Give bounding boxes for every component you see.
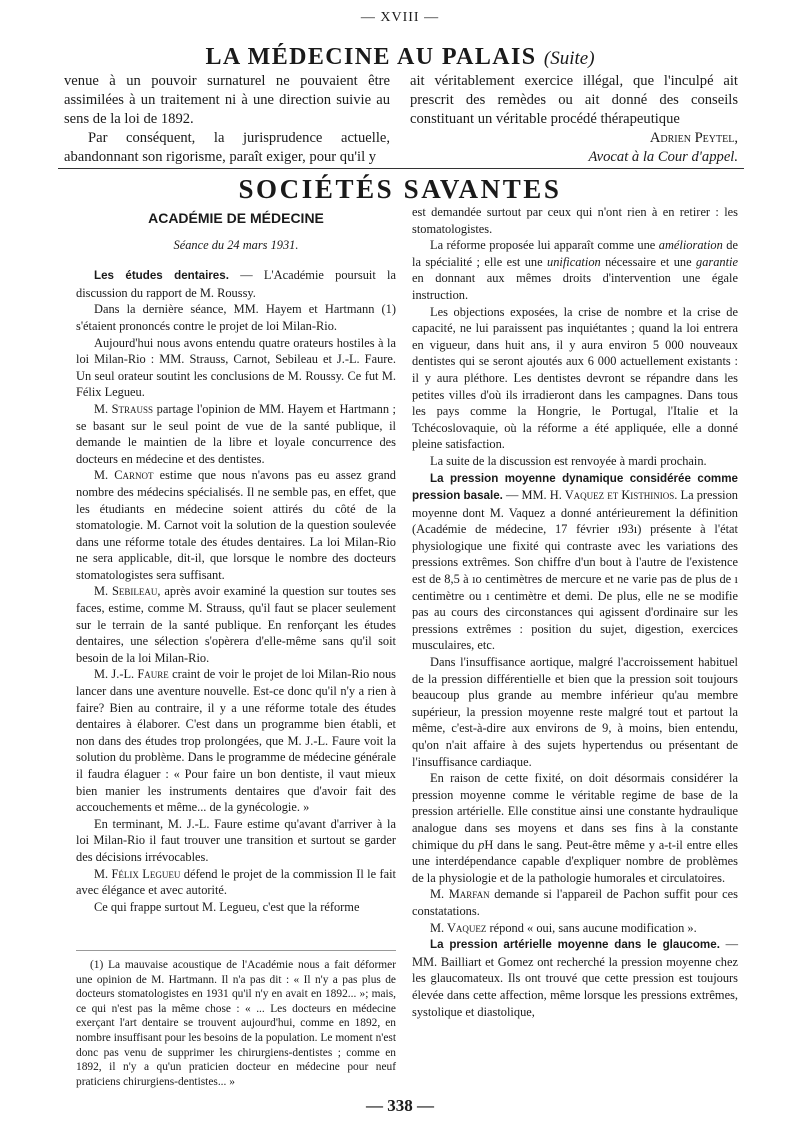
speaker-name: M. Marfan [430,887,490,902]
authors: — MM. H. Vaquez et Kisthinios. [502,488,678,503]
academy-title: ACADÉMIE DE MÉDECINE [148,210,324,226]
paragraph: Les études dentaires. — L'Académie poursuit la discussion du rapport de M. Roussy. [76,268,396,300]
paragraph: En raison de cette fixité, on doit désormais considérer la pression moyenne comme le véritable regime de base de la pression artérielle. Elle constitue ainsi une constante hydraulique analogue dans ses moyens et dans ses fins à la constante chimique du pH dans le sang. Peut-être même y a-t-il entre elles une interdépendance capable d'expliquer nombre de problèmes de la physiologie et de la pathologie humorales et circulatoires. [412,771,738,885]
speaker-name: M. Sebileau [94,584,158,599]
topic-heading: La pression moyenne dynamique considérée comme pression basale. [412,471,738,503]
author-signature: Adrien Peytel, [649,130,738,146]
paragraph: Dans la dernière séance, MM. Hayem et Hartmann (1) s'étaient prononcés contre le projet de loi Milan-Rio. [76,302,396,333]
paragraph: est demandée surtout par ceux qui n'ont rien à en retirer : les stomatologistes. [412,205,738,236]
section-header [0,44,800,71]
paragraph: La pression artérielle moyenne dans le glaucome. — MM. Bailliart et Gomez ont recherché la pression moyenne chez les glaucomateux. Ils ont trouvé que cette pression est toujours élevée dans cette affection, même lorsque les pressions extrêmes, systolique et diastolique, [412,937,738,1019]
page-number: — 338 — [366,1096,434,1115]
continued-right-column [410,72,738,167]
speaker-name: M. Carnot [94,468,154,483]
paragraph: Les objections exposées, la crise de nombre et la crise de capacité, ne lui paraissent pas inquiétantes ; quand la loi entrera en vigueur, dans huit ans, il y aura environ 5 000 nouveaux dentistes qui se seront ajoutés aux 6 000 actuellement existants : il y aura pléthore. Les dentistes devront se répandre dans les petites villes d'où ils irradieront dans les campagnes. Dans tous les pays comme la Hongrie, le Portugal, l'Italie et la Tchécoslovaquie, où la réforme a été appliquée, elle a donné pleine satisfaction. [412,304,738,452]
continued-paragraph: Par conséquent, la jurisprudence actuelle, abandonnant son rigorisme, paraît exiger, pour qu'il y [64,130,390,165]
header-suite: (Suite) [543,48,595,69]
footnote [76,958,396,1089]
author-role: Avocat à la Cour d'appel. [588,149,738,165]
header-title: LA MÉDECINE AU PALAIS [205,44,537,70]
paragraph: M. Vaquez répond « oui, sans aucune modification ». [430,920,697,935]
right-column [412,204,738,1020]
roman-page-number: — XVIII — [360,10,440,25]
footnote-text: (1) La mauvaise acoustique de l'Académie nous a fait déformer une opinion de M. Hartmann. Il n'a pas dit : « Il n'y a pas plus de docteurs stomatologistes en 1931 qu'il n'y en avait en 1892... »; mais, ce qui n'est pas la même chose : « ... Les docteurs en médecine exerçant l'art dentaire se trouvent aujourd'hui, comme en 1892, en nombre insuffisant pour les besoins de la population. Le moment n'est donc pas venu de supprimer les chirurgiens-dentistes ; comme en 1892, il n'y a qu'un praticien docteur en médecine pour neuf praticiens chirurgiens-dentistes... » [76,959,396,1088]
paragraph: Ce qui frappe surtout M. Legueu, c'est que la réforme [94,899,360,914]
paragraph: Aujourd'hui nous avons entendu quatre orateurs hostiles à la loi Milan-Rio : MM. Strauss, Carnot, Sebileau et J.-L. Faure. Un seul orateur soutint les conclusions de M. Roussy. Ce fut M. Félix Legueu. [76,335,396,400]
topic-heading: Les études dentaires. [94,269,229,283]
paragraph: La réforme proposée lui apparaît comme une amélioration de la spécialité ; elle est une unification nécessaire et une garantie en donnant aux mêmes droits d'intervention une égale instruction. [412,238,738,302]
speaker-name: M. Félix Legueu [94,866,181,881]
continued-left-column [64,72,390,167]
paragraph: En terminant, M. J.-L. Faure estime qu'avant d'arriver à la loi Milan-Rio il faut trouver une transition et surtout se garder des décisions irrévocables. [76,816,396,864]
paragraph: Dans l'insuffisance aortique, malgré l'accroissement habituel de la pression différentielle et bien que la pression soit toujours beaucoup plus grande au membre inférieur qu'au membre supérieur, la pression moyenne reste malgré tout et partout la même, c'est-à-dire aux environs de 9, à moins, bien entendu, qu'on n'ait affaire à des sujets hypertendus ou présentant de l'insuffisance cardiaque. [412,655,738,769]
session-date: Séance du 24 mars 1931. [173,237,299,252]
left-column [76,204,396,915]
paragraph: M. Carnot estime que nous n'avons pas eu assez grand nombre des médecins spécialisés. Il ne semble pas, en effet, que les étudiants en médecine soient attirés du côté de la stomatologie. M. Carnot voit la solution de la question soulevée dans une réforme totale des études dentaires. La loi Milan-Rio ne sera applicable, dit-il, que lorsque le nombre des docteurs stomatologistes sera suffisant. [76,468,396,582]
paragraph: M. Marfan demande si l'appareil de Pachon suffit pour ces constatations. [412,887,738,918]
speaker-name: M. Vaquez [430,920,487,935]
paragraph: M. Sebileau, après avoir examiné la question sur toutes ses faces, estime, comme M. Strauss, qu'il faut se placer seulement sur le terrain de la santé publique. En renforçant les études dentaires, une sélection s'opèrera d'elle-même sans qu'il soit besoin de la loi Milan-Rio. [76,584,396,665]
continued-paragraph: ait véritablement exercice illégal, que l'inculpé ait prescrit des remèdes ou ait donné des conseils constituant un véritable procédé thérapeutique [410,73,738,127]
paragraph: M. J.-L. Faure craint de voir le projet de loi Milan-Rio nous lancer dans une aventure nouvelle. Est-ce donc qu'il n'y a rien à faire? Bien au contraire, il y a une réforme totale des études dentaires à élaborer. C'est dans un programme bien établi, et non dans des études trop prolongées, que M. J.-L. Faure voit la solution du problème. Dans le programme de médecine générale il faudra élaguer : « Pour faire un bon dentiste, il vaut mieux bien manier les instruments dentaires que d'avoir fait des accouchements et même... de la gynécologie. » [76,667,396,815]
paragraph: La pression moyenne dynamique considérée comme pression basale. — MM. H. Vaquez et Kisthinios. La pression moyenne dont M. Vaquez a donné antérieurement la définition (Académie de médecine, 17 février ı93ı) présente à l'état physiologique une fixité qui contraste avec les variations des pressions extrêmes. Son chiffre d'un bout à l'autre de l'existence est de 8,5 à ıo centimètres de mercure et ne varie pas de plus de ı centimètre ou ı centimètre et demi. De plus, elle ne se modifie pas au cours des circonstances qui agissent d'ordinaire sur les pressions extrêmes : position du sujet, digestion, exercices musculaires, etc. [412,471,739,653]
footnote-divider [76,950,396,951]
section-divider [58,168,744,169]
continued-paragraph: venue à un pouvoir surnaturel ne pouvaient être assimilées à un traitement ni à une direction suivie au sens de la loi de 1892. [64,73,390,127]
paragraph: M. Félix Legueu défend le projet de la commission Il le fait avec élégance et avec autorité. [76,866,397,898]
speaker-name: M. Strauss [94,401,154,416]
topic-heading: La pression artérielle moyenne dans le glaucome. [430,938,720,952]
speaker-name: M. J.-L. Faure [94,667,169,682]
paragraph: La suite de la discussion est renvoyée à mardi prochain. [430,453,707,468]
paragraph: M. Strauss partage l'opinion de MM. Hayem et Hartmann ; se basant sur le seul point de vue de la santé publique, il demande le maintien de la libre et loyale concurrence des docteurs en médecine et des dentistes. [76,401,397,466]
section-title: SOCIÉTÉS SAVANTES [238,174,562,204]
